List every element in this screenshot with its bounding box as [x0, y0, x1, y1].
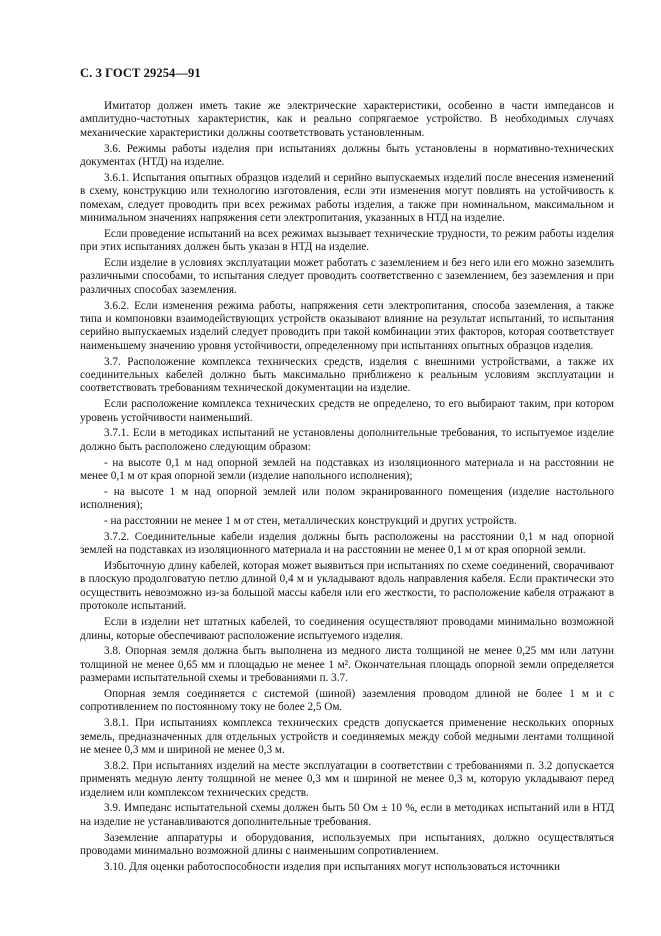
- paragraph: 3.8.2. При испытаниях изделий на месте эксплуатации в соответствии с требованиями п. 3.2 допускается применять медную ленту толщиной не менее 0,3 мм и шириной не менее 0,3 м, которую укладывают перед изделием или комплексом технических средств.: [80, 759, 614, 799]
- paragraph: Если изделие в условиях эксплуатации может работать с заземлением и без него или его можно заземлить различными способами, то испытания следует проводить соответственно с заземлением, без заземления и при различных способах заземления.: [80, 257, 614, 296]
- page-header: С. 3 ГОСТ 29254—91: [80, 66, 201, 80]
- paragraph: 3.10. Для оценки работоспособности изделия при испытаниях могут использоваться источники: [104, 860, 560, 873]
- paragraph: 3.6. Режимы работы изделия при испытаниях должны быть установлены в нормативно-технических документах (НТД) на изделие.: [80, 142, 614, 169]
- paragraph: Если расположение комплекса технических средств не определено, то его выбирают таким, при котором уровень устойчивости наименьший.: [80, 398, 614, 424]
- list-item: - на высоте 1 м над опорной землей или полом экранированного помещения (изделие настольного исполнения);: [80, 485, 614, 512]
- paragraph: 3.6.1. Испытания опытных образцов изделий и серийно выпускаемых изделий после внесения изменений в схему, конструкцию или технологию изготовления, если эти изменения могут повлиять на устойчивость к помехам, следует проводить при всех режимах работы изделия, а также при номинальном, максимальном и минимальном значениях напряжения сети электропитания, указанных в НТД на изделие.: [80, 171, 614, 225]
- paragraph: Опорная земля соединяется с системой (шиной) заземления проводом длиной не более 1 м и с сопротивлением по постоянному току не более 2,5 Ом.: [80, 687, 614, 714]
- paragraph: 3.7.1. Если в методиках испытаний не установлены дополнительные требования, то испытуемое изделие должно быть расположено следующим образом:: [80, 427, 614, 453]
- paragraph: Избыточную длину кабелей, которая может выявиться при испытаниях по схеме соединений, сворачивают в плоскую продолговатую петлю длиной 0,4 м и укладывают вдоль направления кабеля. Если практически это осуществить невозможно из-за большой массы кабеля или его жесткости, то расположение кабеля отражают в протоколе испытаний.: [80, 560, 614, 613]
- paragraph: 3.6.2. Если изменения режима работы, напряжения сети электропитания, способа заземления, а также типа и компоновки взаимодействующих устройств оказывают влияние на результат испытаний, то испытания серийно выпускаемых изделий следует проводить при такой комбинации этих факторов, которая соответствует наименьшему значению уровня устойчивости, определенному при испытаниях опытных образцов изделия.: [80, 299, 614, 352]
- paragraph: 3.8. Опорная земля должна быть выполнена из медного листа толщиной не менее 0,25 мм или латуни толщиной не менее 0,65 мм и площадью не менее 1 м². Окончательная площадь опорной земли определяется размерами испытательной схемы и требованиями п. 3.7.: [80, 645, 614, 685]
- body-text: [80, 100, 614, 874]
- paragraph: 3.8.1. При испытаниях комплекса технических средств допускается применение нескольких опорных земель, предназначенных для отдельных устройств и соединяемых между собой медными лентами толщиной не менее 0,3 мм и шириной не менее 0,3 м.: [80, 717, 614, 756]
- paragraph: Имитатор должен иметь такие же электрические характеристики, особенно в части импедансов и амплитудно-частотных характеристик, как и реально сопрягаемое устройство. В необходимых случаях механические характеристики должны соответствовать установленным.: [80, 100, 614, 139]
- paragraph: Если в изделии нет штатных кабелей, то соединения осуществляют проводами минимально возможной длины, которые обеспечивают расположение испытуемого изделия.: [80, 616, 614, 642]
- paragraph: 3.7.2. Соединительные кабели изделия должны быть расположены на расстоянии 0,1 м над опорной землей на подставках из изоляционного материала и на расстоянии не менее 0,1 м от края опорной земли.: [80, 530, 614, 557]
- document-page: [80, 66, 614, 877]
- list-item: - на высоте 0,1 м над опорной землей на подставках из изоляционного материала и на расстоянии не менее 0,1 м от края опорной земли (изделие напольного исполнения);: [80, 456, 614, 483]
- paragraph: Заземление аппаратуры и оборудования, используемых при испытаниях, должно осуществляться проводами минимально возможной длины с наименьшим сопротивлением.: [80, 831, 614, 857]
- paragraph: 3.7. Расположение комплекса технических средств, изделия с внешними устройствами, а также их соединительных кабелей должно быть максимально приближено к реальным условиям эксплуатации и соответствовать требованиям технической документации на изделие.: [80, 355, 614, 395]
- paragraph: Если проведение испытаний на всех режимах вызывает технические трудности, то режим работы изделия при этих испытаниях должен быть указан в НТД на изделие.: [80, 227, 614, 254]
- paragraph: 3.9. Импеданс испытательной схемы должен быть 50 Ом ± 10 %, если в методиках испытаний или в НТД на изделие не устанавливаются дополнительные требования.: [80, 802, 614, 828]
- list-item: - на расстоянии не менее 1 м от стен, металлических конструкций и других устройств.: [104, 515, 517, 528]
